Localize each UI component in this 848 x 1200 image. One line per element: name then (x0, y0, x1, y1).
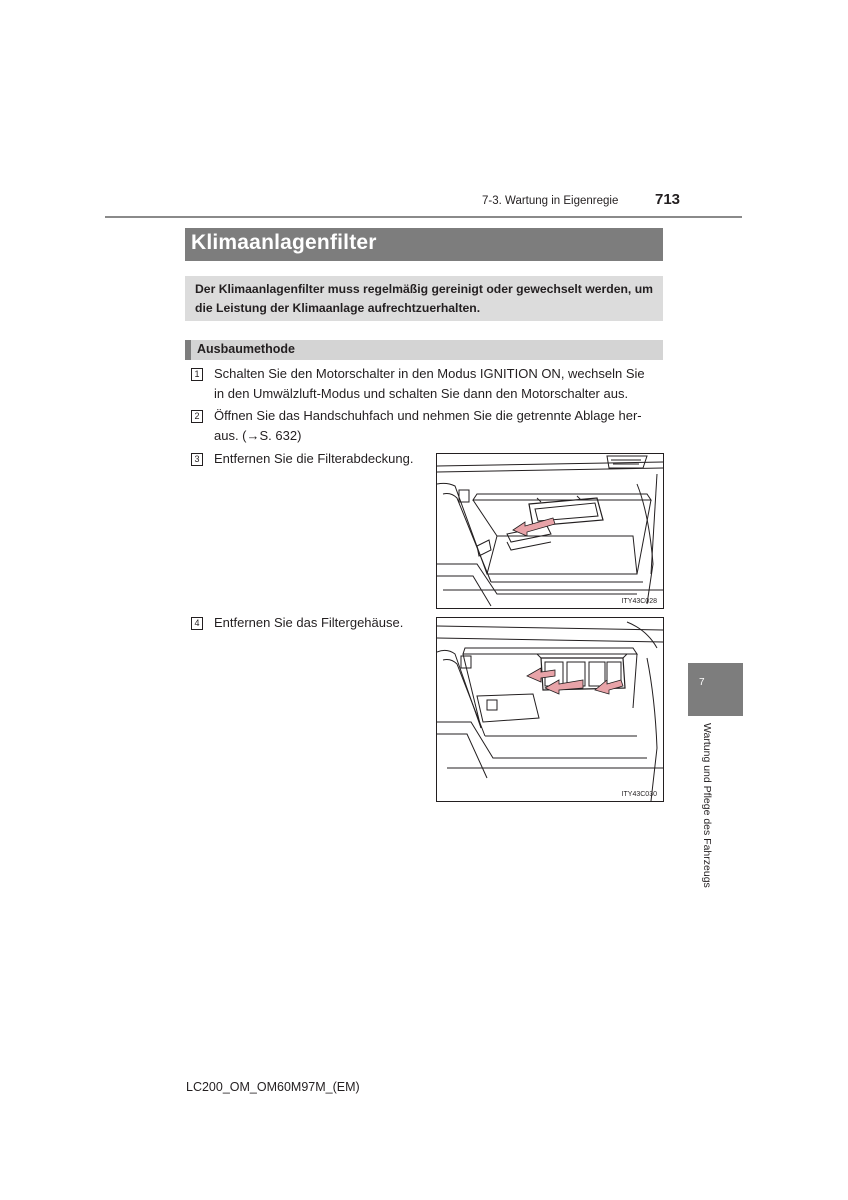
illustration-glovebox-filter-housing (437, 618, 663, 801)
page-title: Klimaanlagenfilter (191, 231, 377, 254)
title-bar (185, 228, 663, 261)
step-number-1: 1 (191, 368, 203, 381)
footer-document-code: LC200_OM_OM60M97M_(EM) (186, 1080, 360, 1094)
step-text-4: Entfernen Sie das Filtergehäuse. (214, 615, 404, 630)
step-text-1-line-2: in den Umwälzluft-Modus und schalten Sie dann den Motorschalter aus. (214, 385, 629, 401)
header-section-title: 7-3. Wartung in Eigenregie (482, 195, 619, 207)
sub-heading: Ausbaumethode (185, 340, 663, 360)
step-text-2-line-1: Öffnen Sie das Handschuhfach und nehmen Sie die getrennte Ablage her- (214, 408, 642, 423)
chapter-label: Wartung und Pflege des Fahrzeugs (701, 723, 713, 888)
page-number: 713 (655, 191, 681, 208)
step-text-2-line-2: aus. (→S. 632) (214, 427, 302, 443)
illustration-glovebox-filter-cover (437, 454, 663, 608)
figure-filter-housing (436, 617, 664, 802)
figure-code: ITY43C030 (621, 791, 657, 798)
chapter-tab (688, 663, 743, 716)
step-number-4: 4 (191, 617, 203, 630)
step-number-3: 3 (191, 453, 203, 466)
header-rule (105, 216, 742, 218)
step-text-3: Entfernen Sie die Filterabdeckung. (214, 451, 414, 466)
figure-code: ITY43C028 (621, 598, 657, 605)
step-number-2: 2 (191, 410, 203, 423)
figure-filter-cover (436, 453, 664, 609)
chapter-number: 7 (699, 677, 705, 688)
intro-box: Der Klimaanlagenfilter muss regelmäßig gereinigt oder gewechselt werden, um die Leistung der Klimaanlage aufrechtzuerhalten. (185, 276, 663, 321)
step-text-1-line-1: Schalten Sie den Motorschalter in den Modus IGNITION ON, wechseln Sie (214, 366, 645, 381)
